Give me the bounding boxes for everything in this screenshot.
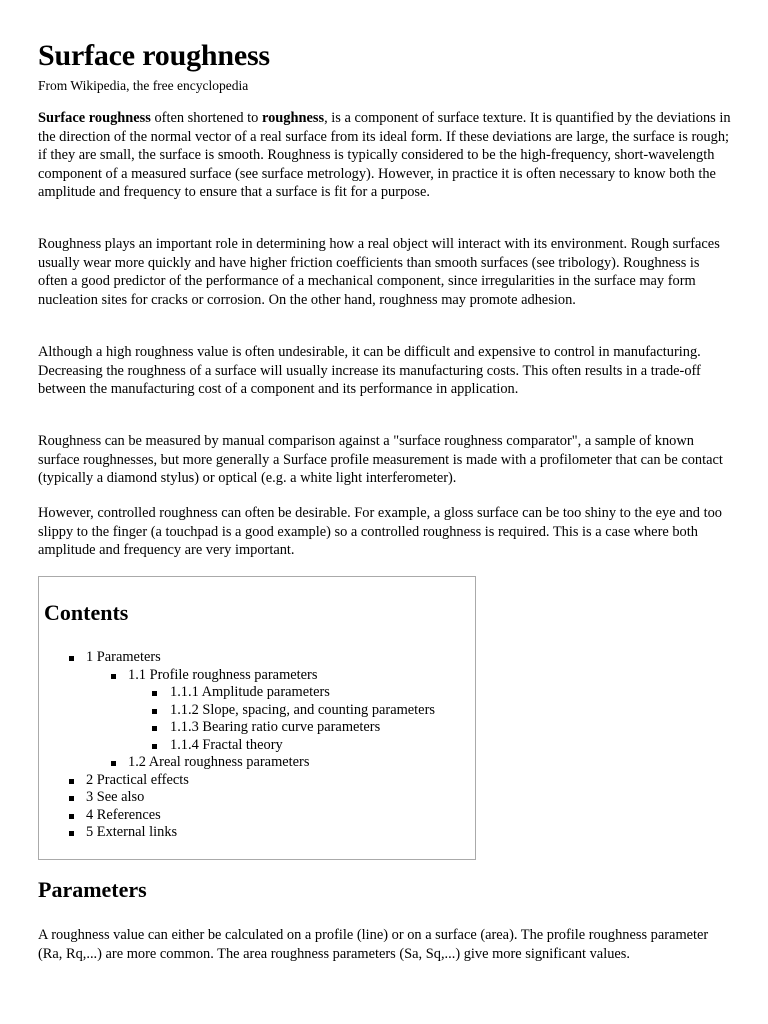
table-of-contents [38, 576, 476, 860]
bold-term: Surface roughness [38, 110, 151, 126]
section-heading-parameters: Parameters [38, 877, 147, 902]
bullet-icon [69, 796, 74, 801]
bullet-icon [69, 831, 74, 836]
paragraph-cost: Although a high roughness value is often undesirable, it can be difficult and expensive to control in manufacturing. Decreasing the roughness of a surface will usually increase its manufacturing costs. This often results in a trade-off between the manufacturing cost of a component and its performance in application. [38, 344, 701, 398]
bullet-icon [69, 656, 74, 661]
bullet-icon [69, 814, 74, 819]
article [38, 36, 738, 962]
bold-term-2: roughness [261, 110, 325, 126]
toc-list [39, 649, 475, 842]
intro-paragraph [38, 109, 732, 202]
bullet-icon [152, 744, 157, 749]
paragraph-controlled: However, controlled roughness can often be desirable. For example, a gloss surface can be too shiny to the eye and too slippy to the finger (a touchpad is a good example) so a controlled roughness is required. This is a case where both amplitude and frequency are very important. [38, 505, 722, 559]
toc-item[interactable]: 1.1 Profile roughness parameters [39, 667, 475, 685]
toc-item[interactable]: 3 See also [39, 789, 475, 807]
bullet-icon [152, 691, 157, 696]
bullet-icon [69, 779, 74, 784]
bullet-icon [111, 761, 116, 766]
page-title: Surface roughness [38, 39, 270, 72]
toc-item[interactable]: 5 External links [39, 824, 475, 842]
bullet-icon [152, 726, 157, 731]
toc-item[interactable]: 1.1.4 Fractal theory [39, 737, 475, 755]
toc-item[interactable]: 1.1.2 Slope, spacing, and counting parameters [39, 702, 475, 720]
bullet-icon [152, 709, 157, 714]
toc-item[interactable]: 2 Practical effects [39, 772, 475, 790]
intro-text-b: , is a component of surface texture. It is quantified by the deviations in the direction of the normal vector of a real surface from its ideal form. If these deviations are large, the surface is rough; if they are small, the surface is smooth. Roughness is typically considered to be the high-frequency, short-wavelength component of a measured surface (see surface metrology). However, in practice it is often necessary to know both the amplitude and frequency to ensure that a surface is fit for a purpose. [38, 110, 731, 201]
toc-item[interactable]: 1 Parameters [39, 649, 475, 667]
paragraph-parameters: A roughness value can either be calculated on a profile (line) or on a surface (area). The profile roughness parameter (Ra, Rq,...) are more common. The area roughness parameters (Sa, Sq,...) give more significant values. [38, 927, 709, 962]
page-subtitle: From Wikipedia, the free encyclopedia [38, 78, 249, 93]
intro-text-a: often shortened to [150, 110, 262, 126]
toc-item[interactable]: 4 References [39, 807, 475, 825]
toc-title: Contents [44, 600, 129, 625]
paragraph-measurement: Roughness can be measured by manual comparison against a "surface roughness comparator", a sample of known surface roughnesses, but more generally a Surface profile measurement is made with a profilometer that can be contact (typically a diamond stylus) or optical (e.g. a white light interferometer). [38, 433, 723, 487]
paragraph-environment: Roughness plays an important role in determining how a real object will interact with its environment. Rough surfaces usually wear more quickly and have higher friction coefficients than smooth surfaces (see tribology). Roughness is often a good predictor of the performance of a mechanical component, since irregularities in the surface may form nucleation sites for cracks or corrosion. On the other hand, roughness may promote adhesion. [38, 236, 720, 308]
bullet-icon [111, 674, 116, 679]
toc-item[interactable]: 1.1.1 Amplitude parameters [39, 684, 475, 702]
toc-item[interactable]: 1.2 Areal roughness parameters [39, 754, 475, 772]
toc-item[interactable]: 1.1.3 Bearing ratio curve parameters [39, 719, 475, 737]
